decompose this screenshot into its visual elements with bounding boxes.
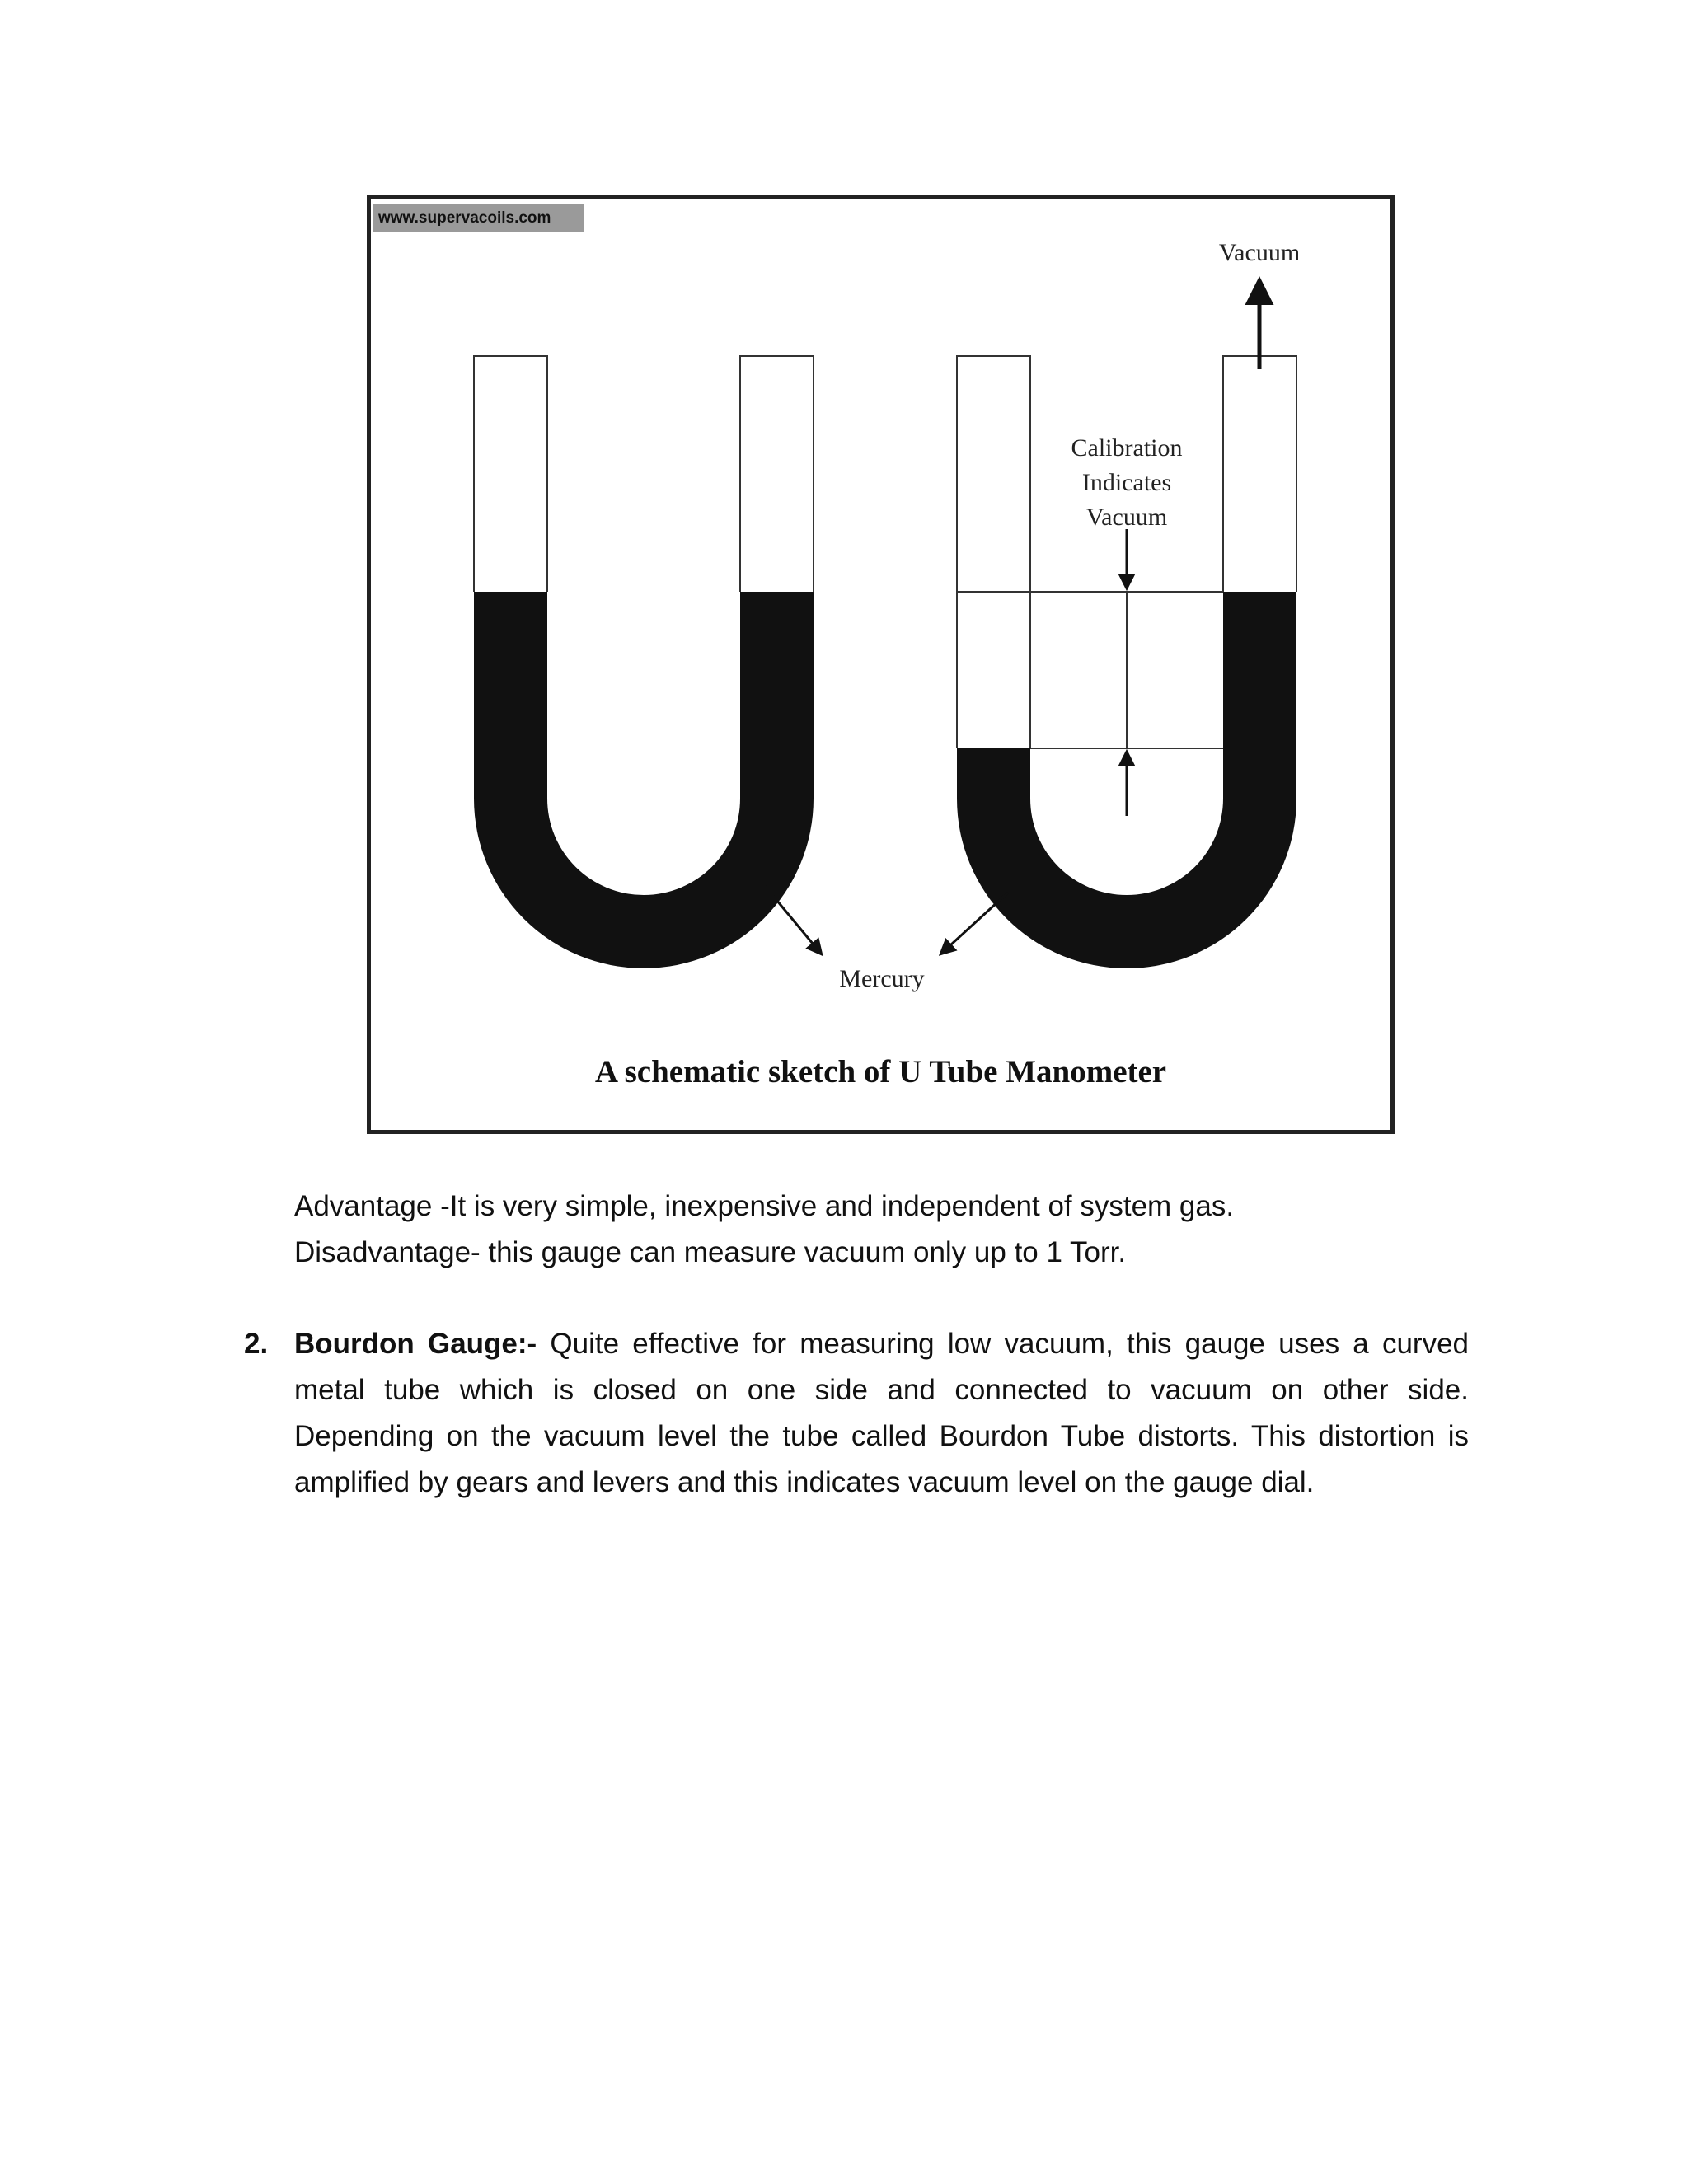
left-u-tube [474,356,814,968]
advantage-text: Advantage -It is very simple, inexpensive and independent of system gas. [294,1190,1235,1222]
disadvantage-text: Disadvantage- this gauge can measure vacuum only up to 1 Torr. [294,1236,1127,1268]
bourdon-paragraph-line-4: amplified by gears and levers and this indicates vacuum level on the gauge dial. [294,1466,1315,1498]
mercury-left-arrow [765,886,821,954]
bourdon-line-1-text: Quite effective for measuring low vacuum, this gauge uses a curved [550,1328,1469,1360]
bourdon-paragraph-line-2: metal tube which is closed on one side and connected to vacuum on other side. [294,1374,1469,1406]
calibration-label-line-1: Calibration [1071,434,1183,462]
calibration-label-line-2: Indicates [1081,469,1172,496]
mercury-label: Mercury [839,965,925,992]
vacuum-label: Vacuum [1218,239,1301,266]
bourdon-paragraph-line-3: Depending on the vacuum level the tube called Bourdon Tube distorts. This distortion is [294,1420,1469,1452]
bourdon-gauge-title: Bourdon Gauge:- [294,1328,537,1360]
list-item-number: 2. [244,1328,269,1360]
watermark-label: www.supervacoils.com [373,204,584,232]
right-tube-right-limb [1223,356,1296,592]
figure-caption: A schematic sketch of U Tube Manometer [594,1054,1167,1090]
bourdon-paragraph-line-1 [294,1327,1469,1361]
left-tube-right-limb [740,356,814,592]
calibration-label-line-3: Vacuum [1085,504,1168,531]
mercury-right-arrow [941,893,1008,954]
left-tube-mercury [474,592,814,968]
manometer-figure [367,195,1395,1134]
right-tube-left-limb [957,356,1030,748]
left-tube-left-limb [474,356,547,592]
